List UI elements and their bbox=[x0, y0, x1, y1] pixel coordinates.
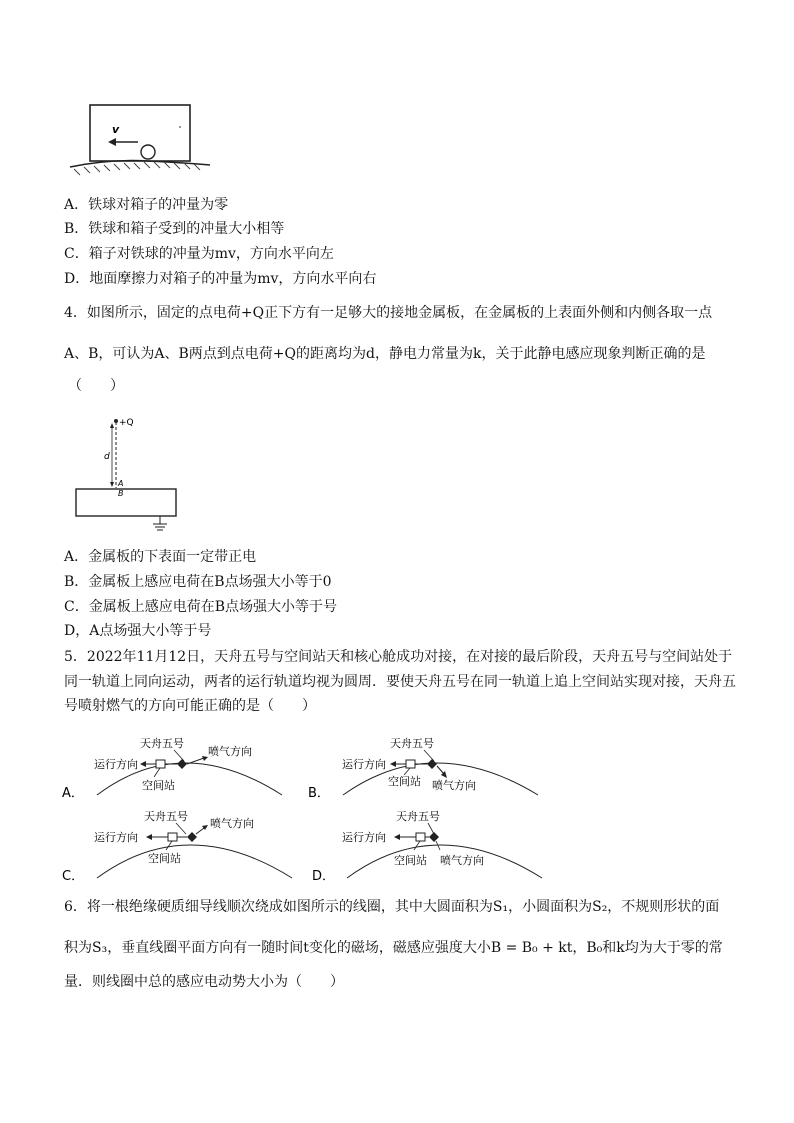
q5-option-d-diagram bbox=[312, 808, 562, 886]
q4-option-a: A．金属板的下表面一定带正电 bbox=[64, 549, 257, 565]
q5-option-c-diagram bbox=[62, 808, 312, 886]
q3-box-figure bbox=[68, 95, 218, 177]
q6-stem-line-2: 积为S₃，垂直线圈平面方向有一随时间t变化的磁场，磁感应强度大小B = B₀ + kt，B₀和k均为大于零的常 bbox=[64, 940, 723, 956]
station-label: 空间站 bbox=[388, 775, 421, 788]
tianzhou-label: 天舟五号 bbox=[140, 737, 184, 750]
q4-plate-figure bbox=[70, 412, 190, 534]
jet-label: 喷气方向 bbox=[208, 745, 252, 758]
direction-label: 运行方向 bbox=[94, 831, 138, 844]
q4-stem-line-1: 4．如图所示，固定的点电荷+Q正下方有一足够大的接地金属板，在金属板的上表面外侧和内侧各取一点 bbox=[64, 305, 713, 321]
q6-stem-line-3: 量．则线圈中总的感应电动势大小为（ ） bbox=[64, 974, 344, 990]
jet-label: 喷气方向 bbox=[440, 854, 484, 867]
tianzhou-label: 天舟五号 bbox=[390, 737, 434, 750]
q4-option-b: B．金属板上感应电荷在B点场强大小等于0 bbox=[64, 574, 332, 590]
q3-option-d: D．地面摩擦力对箱子的冲量为mv，方向水平向右 bbox=[64, 271, 377, 287]
tianzhou-label: 天舟五号 bbox=[144, 810, 188, 823]
direction-label: 运行方向 bbox=[342, 758, 386, 771]
q3-option-c: C．箱子对铁球的冲量为mv，方向水平向左 bbox=[64, 246, 334, 262]
option-d-letter: D． bbox=[312, 869, 336, 884]
q4-stem-line-2: A、B，可认为A、B两点到点电荷+Q的距离均为d，静电力常量为k，关于此静电感应现象判断正确的是 bbox=[64, 346, 706, 362]
q6-stem-line-1: 6．将一根绝缘硬质细导线顺次绕成如图所示的线圈，其中大圆面积为S₁，小圆面积为S₂，不规则形状的面 bbox=[64, 899, 720, 915]
station-label: 空间站 bbox=[142, 779, 175, 792]
q4-option-c: C．金属板上感应电荷在B点场强大小等于号 bbox=[64, 599, 337, 615]
point-b-label: B bbox=[118, 489, 124, 498]
q4-stem-line-3: （ ） bbox=[68, 378, 124, 394]
q4-option-d: D，A点场强大小等于号 bbox=[64, 623, 212, 639]
q3-option-b: B．铁球和箱子受到的冲量大小相等 bbox=[64, 221, 285, 237]
option-b-letter: B． bbox=[308, 786, 330, 801]
q5-stem-line-2: 同一轨道上同向运动，两者的运行轨道均视为圆周．要使天舟五号在同一轨道上追上空间站实现对接，天舟五 bbox=[64, 674, 736, 690]
jet-label: 喷气方向 bbox=[432, 779, 476, 792]
option-c-letter: C． bbox=[62, 869, 85, 884]
q5-option-b-diagram bbox=[308, 735, 558, 805]
station-label: 空间站 bbox=[148, 852, 181, 865]
velocity-label: v bbox=[112, 123, 120, 136]
distance-label: d bbox=[104, 452, 110, 462]
q5-option-a-diagram bbox=[62, 735, 302, 805]
q3-option-a: A．铁球对箱子的冲量为零 bbox=[64, 197, 229, 213]
tianzhou-label: 天舟五号 bbox=[396, 810, 440, 823]
direction-label: 运行方向 bbox=[342, 831, 386, 844]
direction-label: 运行方向 bbox=[94, 758, 138, 771]
station-label: 空间站 bbox=[394, 854, 427, 867]
q5-stem-line-1: 5．2022年11月12日，天舟五号与空间站天和核心舱成功对接，在对接的最后阶段，天舟五号与空间站处于 bbox=[64, 649, 733, 665]
point-a-label: A bbox=[118, 479, 124, 488]
q5-stem-line-3: 号喷射燃气的方向可能正确的是（ ） bbox=[64, 698, 316, 714]
jet-label: 喷气方向 bbox=[210, 817, 254, 830]
option-a-letter: A． bbox=[62, 786, 84, 801]
charge-label: +Q bbox=[119, 418, 134, 428]
